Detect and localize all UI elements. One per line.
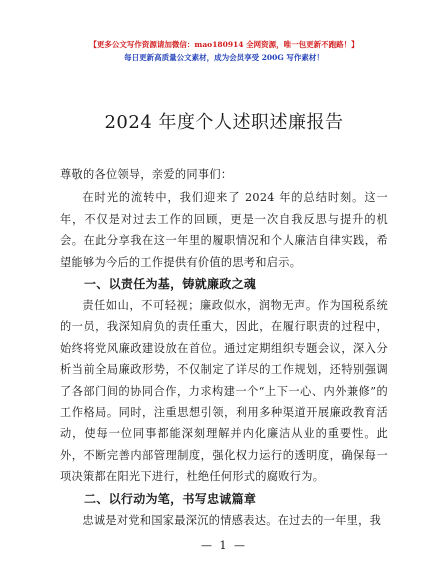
section-1-heading: 一、以责任为基，铸就廉政之魂: [84, 277, 257, 292]
promo-banner: [60, 0, 388, 64]
greeting: 尊敬的各位领导，亲爱的同事们：: [60, 168, 233, 181]
page-number: — 1 —: [201, 539, 247, 552]
section-2-heading: 二、以行动为笔，书写忠诚篇章: [84, 491, 257, 506]
intro-paragraph: 在时光的流转中，我们迎来了 2024 年的总结时刻。这一年，不仅是对过去工作的回顾，更是一次自我反思与提升的机会。在此分享我在这一年里的履职情况和个人廉洁自律实践，希望能够为今后的工作提供有价值的思考和启示。: [60, 191, 388, 269]
section-2-paragraph: 忠诚是对党和国家最深沉的情感表达。在过去的一年里，我: [82, 513, 382, 527]
section-1-paragraph: 责任如山，不可轻视；廉政似水，润物无声。作为国税系统的一员，我深知肩负的责任重大，因此，在履行职责的过程中，始终将党风廉政建设放在首位。通过定期组织专题会议，深入分析当前全局廉政形势，不仅制定了详尽的工作规划，还特别强调了各部门间的协同合作，力求构建一个“上下一心、内外兼修”的工作格局。同时，注重思想引领，利用多种渠道开展廉政教育活动，使每一位同事都能深刻理解并内化廉洁从业的重要性。此外，不断完善内部管理制度，强化权力运行的透明度，确保每一项决策都在阳光下进行，杜绝任何形式的腐败行为。: [60, 299, 388, 484]
promo-line-2: 每日更新高质量公文素材，成为会员享受 200G 写作素材！: [124, 53, 324, 62]
document-title: 2024 年度个人述职述廉报告: [104, 112, 344, 133]
promo-line-1: 【更多公文写作资源请加微信：mao180914 全网资源，唯一包更新不跑路！】: [89, 40, 359, 49]
